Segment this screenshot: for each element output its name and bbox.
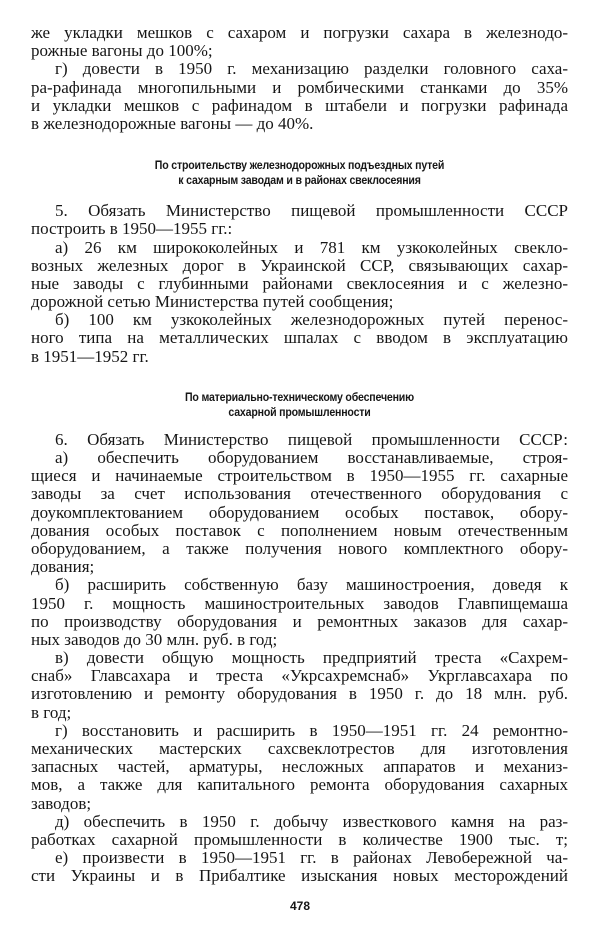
text-line: д) обеспечить в 1950 г. добычу известкового камня на раз- (55, 811, 568, 831)
text-line: же укладки мешков с сахаром и погрузки сахара в железнодо- (31, 23, 568, 42)
text-line: ные заводы с глубинными районами свеклосеяния и с железно- (31, 273, 568, 293)
heading-line: сахарной промышленности (228, 406, 371, 419)
text-line: а) обеспечить оборудованием восстанавливаемые, строя- (55, 448, 568, 467)
text-line: изготовлению и ремонту оборудования в 1950 г. до 18 млн. руб. (31, 684, 568, 704)
page-number: 478 (289, 899, 311, 913)
text-line: рожные вагоны до 100%; (31, 41, 213, 61)
text-line: снаб» Главсахара и треста «Укрсахремснаб» Укрглавсахара по (31, 666, 568, 686)
text-line: дования особых поставок с пополнением новым отечественным (31, 520, 568, 540)
text-line: ных заводов до 30 млн. руб. в год; (31, 629, 278, 649)
text-line: 5. Обязать Министерство пищевой промышленности СССР (55, 201, 568, 221)
text-line: б) 100 км узкоколейных железнодорожных путей перенос- (55, 310, 568, 330)
document-page (31, 24, 568, 886)
text-line: а) 26 км ширококолейных и 781 км узкоколейных свекло- (55, 237, 568, 257)
text-line: в 1951—1952 гг. (31, 346, 149, 366)
paragraph-6 (31, 431, 568, 886)
paragraph-5 (31, 202, 568, 366)
text-line: дорожной сетью Министерства путей сообщения; (31, 292, 394, 312)
text-line: в год; (31, 702, 72, 722)
text-line: сти Украины и в Прибалтике изыскания новых месторождений (31, 866, 568, 886)
section-heading-supply (52, 391, 546, 421)
text-line: работках сахарной промышленности в количестве 1900 тыс. т; (31, 829, 568, 849)
text-line: ного типа на металлических шпалах с вводом в эксплуатацию (31, 328, 568, 348)
text-line: заводов; (31, 793, 92, 813)
text-line: б) расширить собственную базу машиностроения, доведя к (55, 575, 568, 595)
text-line: запасных частей, арматуры, несложных аппаратов и механиз- (31, 757, 568, 777)
text-line: оборудованием, а также получения нового комплектного обору- (31, 538, 568, 558)
heading-line: к сахарным заводам и в районах свеклосеяния (178, 175, 421, 188)
text-line: построить в 1950—1955 гг.: (31, 219, 233, 239)
text-line: г) восстановить и расширить в 1950—1951 гг. 24 ремонтно- (55, 720, 568, 740)
section-heading-railways (52, 159, 546, 189)
text-line: и укладки мешков с рафинадом в штабели и погрузки рафинада (31, 95, 568, 115)
text-line: доукомплектованием оборудованием особых поставок, обору- (31, 502, 568, 522)
text-line: по производству оборудования и ремонтных заказов для сахар- (31, 611, 568, 631)
heading-line: По строительству железнодорожных подъездных путей (154, 160, 445, 173)
text-line: 6. Обязать Министерство пищевой промышленности СССР: (55, 429, 568, 449)
heading-line: По материально-техническому обеспечению (185, 391, 414, 404)
text-line: е) произвести в 1950—1951 гг. в районах Левобережной ча- (55, 848, 568, 868)
text-line: в) довести общую мощность предприятий треста «Сахрем- (55, 648, 568, 668)
paragraph-continuation (31, 24, 568, 133)
text-line: возных железных дорог в Украинской ССР, связывающих сахар- (31, 255, 568, 275)
text-line: ра-рафинада многопильными и ромбическими станками до 35% (31, 77, 568, 97)
text-line: в железнодорожные вагоны — до 40%. (31, 113, 314, 133)
text-line: заводы за счет использования отечественного оборудования с (31, 484, 568, 504)
text-line: мов, а также для капитального ремонта оборудования сахарных (31, 775, 568, 795)
text-line: г) довести в 1950 г. механизацию разделки головного саха- (55, 59, 568, 79)
text-line: щиеся и начинаемые строительством в 1950—1955 гг. сахарные (31, 466, 568, 486)
text-line: механических мастерских сахсвеклотрестов для изготовления (31, 739, 568, 758)
text-line: дования; (31, 557, 95, 577)
text-line: 1950 г. мощность машиностроительных заводов Главпищемаша (31, 593, 568, 613)
